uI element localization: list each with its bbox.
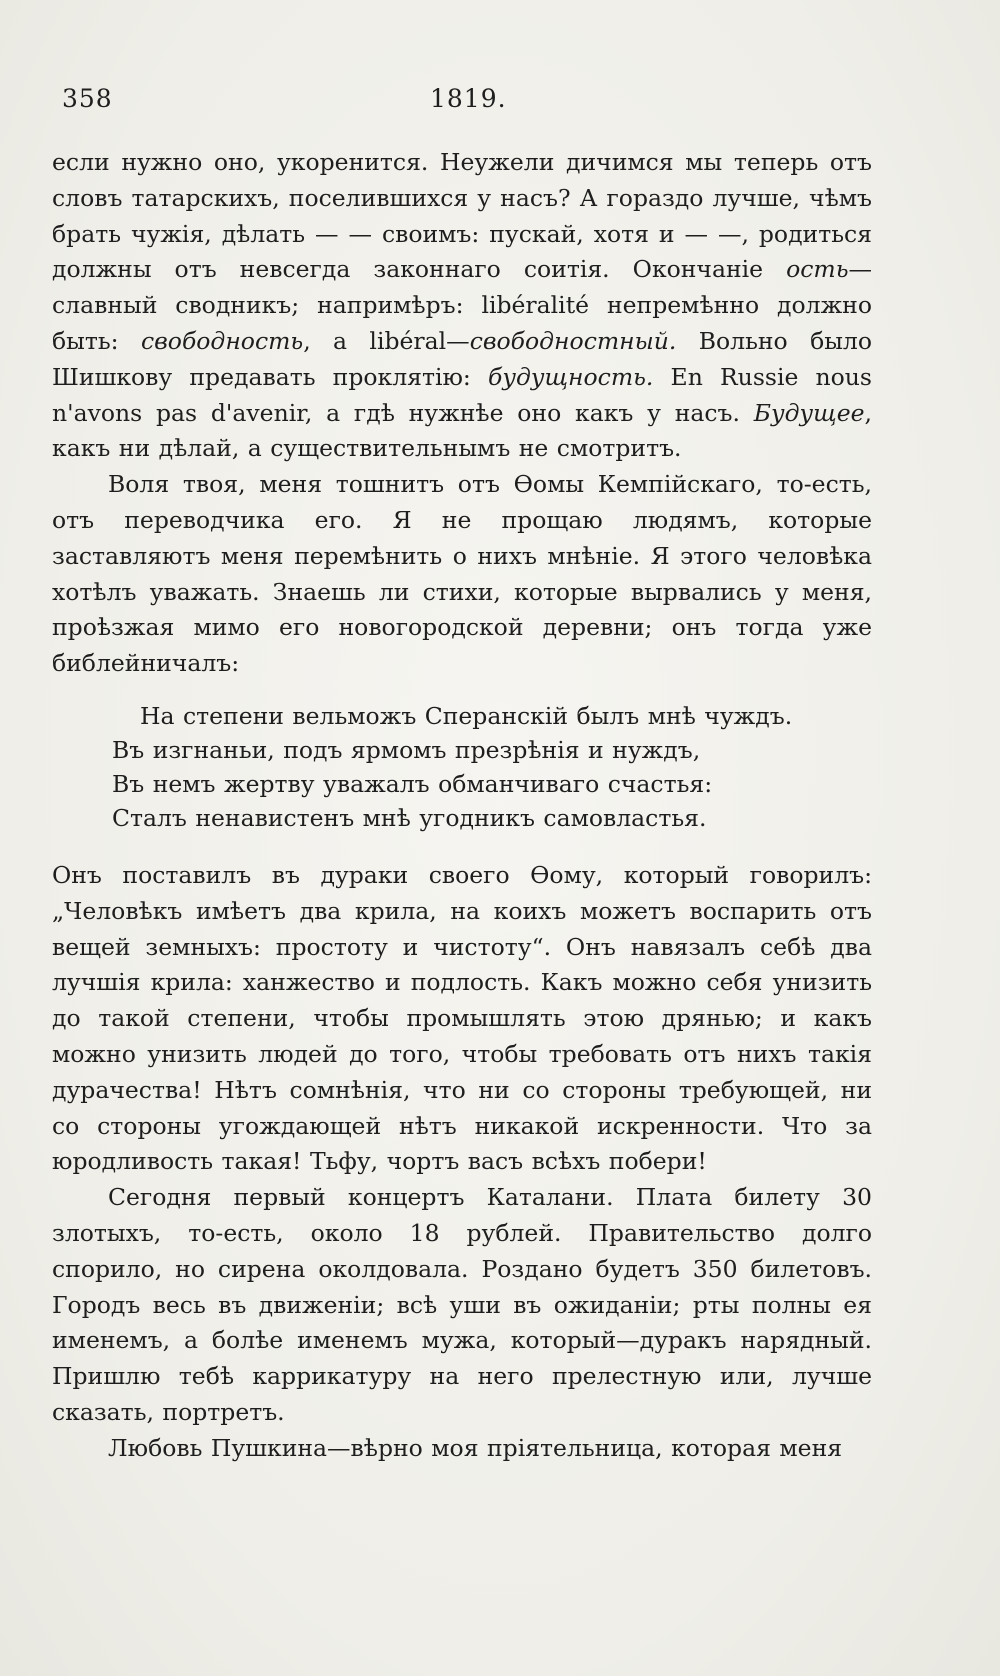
text-run: , какъ ни дѣлай, а существительнымъ не смотритъ.	[52, 398, 872, 463]
poem-block	[52, 699, 872, 835]
text-run: Воля твоя, меня тошнитъ отъ Ѳомы Кемпійскаго, то-есть, отъ переводчика его. Я не прощаю людямъ, которые заставляютъ меня перемѣнить о нихъ мнѣніе. Я этого человѣка хотѣлъ уважать. Знаешь ли стихи, которые вырвались у меня, проѣзжая мимо его новогородской деревни; онъ тогда уже библейничалъ:	[52, 470, 872, 678]
paragraph-2	[52, 467, 872, 682]
text-run: если нужно оно, укоренится. Неужели дичимся мы теперь отъ словъ татарскихъ, поселившихся у насъ? А гораздо лучше, чѣмъ брать чужія, дѣлать — — своимъ: пускай, хотя и — —, родиться должны отъ невсегда законнаго соитія. Окончаніе	[52, 148, 872, 284]
text-run: Сегодня первый концертъ Каталани. Плата билету 30 злотыхъ, то-есть, около 18 рублей. Правительство долго спорило, но сирена околдовала. Роздано будетъ 350 билетовъ. Городъ весь въ движеніи; всѣ уши въ ожиданіи; рты полны ея именемъ, а болѣе именемъ мужа, который—дуракъ нарядный. Пришлю тебѣ каррикатуру на него прелестную или, лучше сказать, портретъ.	[52, 1183, 872, 1426]
italic-text: ость	[786, 255, 849, 284]
poem-line: Въ немъ жертву уважалъ обманчиваго счастья:	[112, 769, 713, 798]
italic-text: будущность.	[488, 362, 654, 391]
italic-text: свободность	[140, 326, 304, 355]
text-run: Любовь Пушкина—вѣрно моя пріятельница, которая меня	[108, 1433, 843, 1462]
paragraph-4	[52, 1180, 872, 1431]
paragraph-3	[52, 858, 872, 1180]
page-number: 358	[62, 84, 113, 113]
paragraph-1	[52, 145, 872, 467]
text-run: , а libéral—	[303, 326, 470, 355]
text-run: Онъ поставилъ въ дураки своего Ѳому, который говорилъ: „Человѣкъ имѣетъ два крила, на коихъ можетъ воспарить отъ вещей земныхъ: простоту и чистоту“. Онъ навязалъ себѣ два лучшія крила: ханжество и подлость. Какъ можно себя унизить до такой степени, чтобы промышлять этою дрянью; и какъ можно унизить людей до того, чтобы требовать отъ нихъ такія дурачества! Нѣтъ сомнѣнія, что ни со стороны требующей, ни со стороны угождающей нѣтъ никакой искренности. Что за юродливость такая! Тьфу, чортъ васъ всѣхъ побери!	[52, 860, 872, 1176]
text-run: En Russie nous n'avons pas d'avenir, а гдѣ нужнѣе оно какъ у насъ.	[52, 362, 872, 427]
italic-text: свободностный.	[469, 326, 677, 355]
paragraph-5	[52, 1431, 872, 1467]
poem-line: Въ изгнаньи, подъ ярмомъ презрѣнія и нуждъ,	[112, 735, 701, 764]
body-text	[52, 145, 872, 1467]
italic-text: Будущее	[753, 398, 865, 427]
poem-line: На степени вельможъ Сперанскій былъ мнѣ чуждъ.	[140, 701, 793, 730]
page-header	[62, 84, 878, 124]
text-run: — славный сводникъ; напримѣръ: libéralité непремѣнно должно быть:	[52, 255, 872, 355]
poem-line: Сталъ ненавистенъ мнѣ угодникъ самовластья.	[112, 803, 707, 832]
text-run: Вольно было Шишкову предавать проклятію:	[52, 326, 872, 391]
running-title-year: 1819.	[430, 84, 507, 113]
